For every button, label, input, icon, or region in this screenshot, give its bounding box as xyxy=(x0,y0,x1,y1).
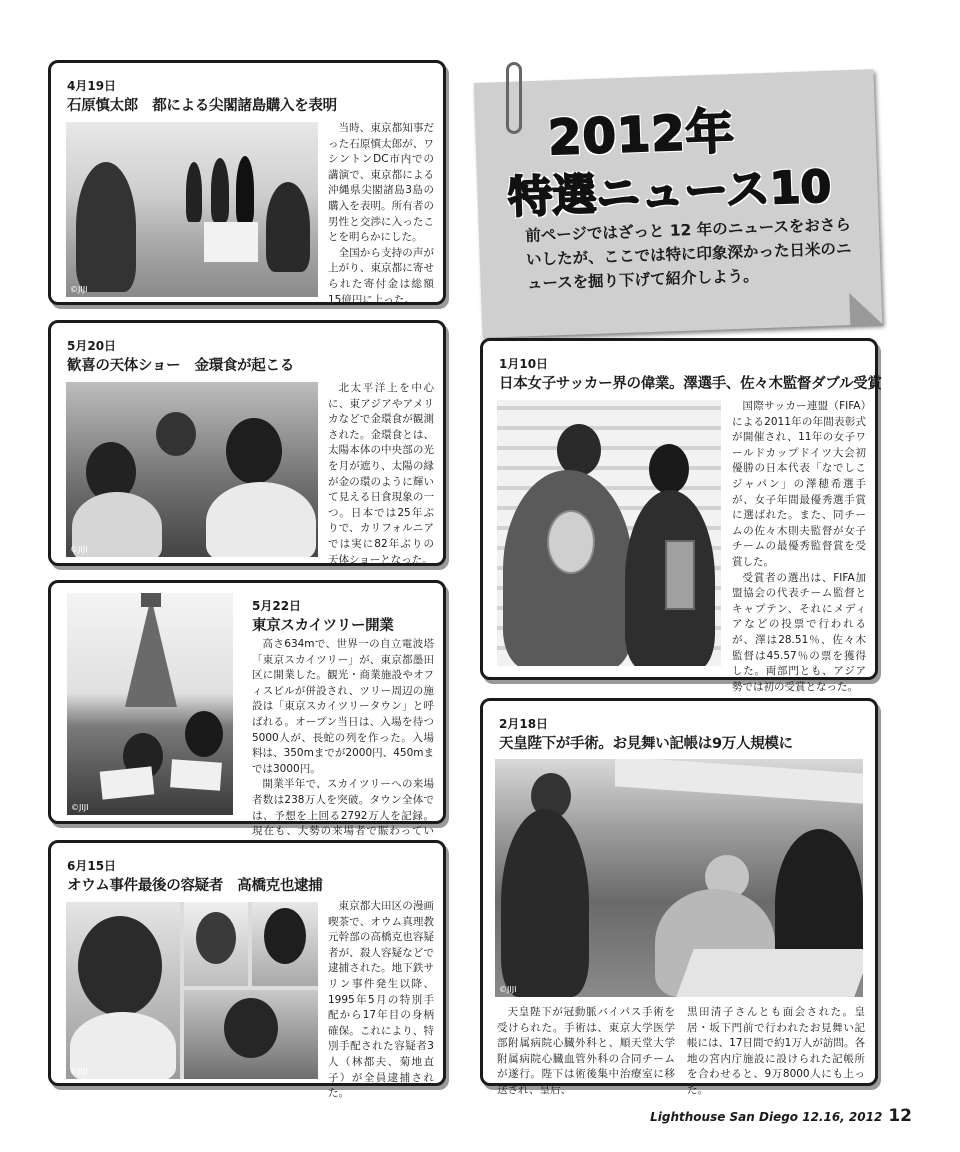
story-paragraph: 天皇陛下が冠動脈バイパス手術を受けられた。手術は、東京大学医学部附属病院心臓外科と、順天堂大学附属病院心臓血管外科の合同チームが遂行。陛下は術後集中治療室に移送され、皇后、 xyxy=(497,1006,675,1096)
feature-intro: 前ページではざっと 12 年のニュースをおさらいしたが、ここでは特に印象深かった日米のニュースを掘り下げて紹介しよう。 xyxy=(524,215,852,293)
page-number: 12 xyxy=(888,1106,912,1126)
tower-top xyxy=(141,593,161,607)
story-paragraph: 国際サッカー連盟（FIFA）による2011年の年間表彰式が開催され、11年の女子ワールドカップドイツ大会初優勝の日本代表「なでしこジャパン」の澤穂希選手が、女子年間最優秀選手賞に選ばれた。また、同チームの佐々木則夫監督が女子チームの最優秀監督賞を受賞した。 xyxy=(732,400,866,568)
note-fold xyxy=(849,292,884,327)
suspect-head xyxy=(78,916,162,1016)
photo-credit: ©JIJI xyxy=(70,285,88,294)
story-headline: オウム事件最後の容疑者 高橋克也逮捕 xyxy=(67,878,323,894)
suspect-photo-arrest xyxy=(184,990,318,1079)
story-card-eclipse xyxy=(48,320,446,566)
press-table xyxy=(204,222,258,262)
story-body xyxy=(328,121,434,308)
page-footer xyxy=(650,1106,912,1126)
photo-credit: ©JIJI xyxy=(71,803,89,812)
crowd-figure xyxy=(76,162,136,292)
person-figure xyxy=(211,158,229,222)
story-body xyxy=(252,637,434,855)
tower-shape xyxy=(125,597,177,707)
person-figure xyxy=(186,162,202,222)
feature-main-title: 特選ニュース10 xyxy=(507,161,832,224)
trophy-icon xyxy=(547,510,595,574)
story-date: 2月18日 xyxy=(499,717,549,731)
story-card-fifa-award xyxy=(480,338,882,693)
story-photo-press-conference xyxy=(66,122,318,297)
photo-credit: ©JIJI xyxy=(70,545,88,554)
suspect-photo-old-1 xyxy=(184,902,248,986)
viewer-head xyxy=(156,412,196,456)
story-headline: 天皇陛下が手術。お見舞い記帳は9万人規模に xyxy=(499,736,793,752)
story-card-aum-arrest xyxy=(48,840,446,1100)
story-paragraph: 黒田清子さんとも面会された。皇居・坂下門前で行われたお見舞い記帳には、17日間で約1万人が訪問。各地の宮内庁施設に設けられた記帳所を合わせると、9万8000人にも上った。 xyxy=(687,1006,865,1096)
paperclip-icon xyxy=(506,62,522,134)
story-date: 4月19日 xyxy=(67,79,117,93)
ticket xyxy=(100,766,155,799)
feature-year-title: 2012年 xyxy=(547,103,736,167)
suspect-photo-old-2 xyxy=(252,902,318,986)
story-paragraph: 当時、東京都知事だった石原慎太郎が、ワシントンDC市内での講演で、東京都による沖縄県尖閣諸島3島の購入を表明。所有者の男性と交渉に入ったことを明らかにした。 xyxy=(328,122,434,244)
story-card-senkaku xyxy=(48,60,446,305)
ticket xyxy=(170,759,222,790)
story-date: 6月15日 xyxy=(67,859,117,873)
story-body xyxy=(732,399,866,695)
photo-credit: ©JIJI xyxy=(499,985,517,994)
suspect-head xyxy=(196,912,236,964)
story-paragraph: 東京都大田区の漫画喫茶で、オウム真理教元幹部の高橋克也容疑者が、殺人容疑などで逮捕された。地下鉄サリン事件発生以降、1995年5月の特別手配から17年目の身柄確保。これにより、特別手配された容疑者3人（林都夫、菊地直子）が全員逮捕された。 xyxy=(328,900,434,1100)
story-card-emperor-surgery xyxy=(480,698,878,1096)
story-body xyxy=(328,381,434,568)
story-paragraph: 全国から支持の声が上がり、東京都に寄せられた寄付金は総額15億円に上った。 xyxy=(328,246,434,306)
story-photo-skytree xyxy=(67,593,233,815)
story-paragraph: 高さ634mで、世界一の自立電波塔「東京スカイツリー」が、東京都墨田区に開業した。観光・商業施設やオフィスビルが併設され、ツリー周辺の施設は「東京スカイツリータウン」と呼ばれる。オープン当日は、入場を待つ5000人が、長蛇の列を作った。入場料は、350mまでが2000円、450mまでは3000円。 xyxy=(252,638,434,775)
viewer-head xyxy=(226,418,282,484)
story-paragraph: 受賞者の選出は、FIFA加盟協会の代表チーム監督とキャプテン、それにメディアなどの投票で行われるが、澤は28.51％、佐々木監督は45.57％の票を獲得した。両部門とも、アジア勢では初の受賞となった。 xyxy=(732,571,866,693)
visitor-head xyxy=(185,711,223,757)
story-photo-fifa-winners xyxy=(497,400,721,666)
story-headline: 日本女子サッカー界の偉業。澤選手、佐々木監督ダブル受賞 xyxy=(499,376,882,392)
story-paragraph: 北太平洋上を中心に、東アジアやアメリカなどで金環食が観測された。金環食とは、太陽本体の中央部の光を月が遮り、太陽の縁が金の環のように輝いて見える日食現象の一つ。日本では25年ぶりで、カリフォルニアでは実に82年ぶりの天体ショーとなった。 xyxy=(328,382,434,566)
viewer-figure xyxy=(206,482,316,557)
suspect-photo-main xyxy=(66,902,180,1079)
story-headline: 東京スカイツリー開業 xyxy=(252,618,394,634)
photo-credit: ©JIJI xyxy=(70,1067,88,1076)
story-body-left xyxy=(497,1005,675,1099)
guard-figure xyxy=(501,809,589,997)
story-date: 5月20日 xyxy=(67,339,117,353)
publication-name: Lighthouse San Diego 12.16, 2012 xyxy=(650,1110,883,1124)
trophy-icon xyxy=(665,540,695,610)
player-head xyxy=(649,444,689,494)
story-card-skytree xyxy=(48,580,446,838)
suspect-head xyxy=(264,908,306,964)
story-headline: 石原慎太郎 都による尖閣諸島購入を表明 xyxy=(67,98,337,114)
story-body-right xyxy=(687,1005,865,1099)
tent-roof xyxy=(615,759,863,804)
story-photo-well-wishers xyxy=(495,759,863,997)
story-paragraph: 開業半年で、スカイツリーへの来場者数は238万人を突破。タウン全体では、予想を上回る2792万人を記録。現在も、大勢の来場者で賑わってい xyxy=(252,778,434,838)
coach-head xyxy=(557,424,601,476)
speaker-figure xyxy=(266,182,310,272)
suspect-head xyxy=(224,998,278,1058)
story-date: 5月22日 xyxy=(252,599,302,613)
story-photo-eclipse-crowd xyxy=(66,382,318,557)
story-body xyxy=(328,899,434,1102)
signing-table xyxy=(676,949,863,997)
person-figure xyxy=(236,156,254,224)
story-headline: 歓喜の天体ショー 金環食が起こる xyxy=(67,358,294,374)
story-photo-suspect xyxy=(66,902,318,1079)
story-date: 1月10日 xyxy=(499,357,549,371)
